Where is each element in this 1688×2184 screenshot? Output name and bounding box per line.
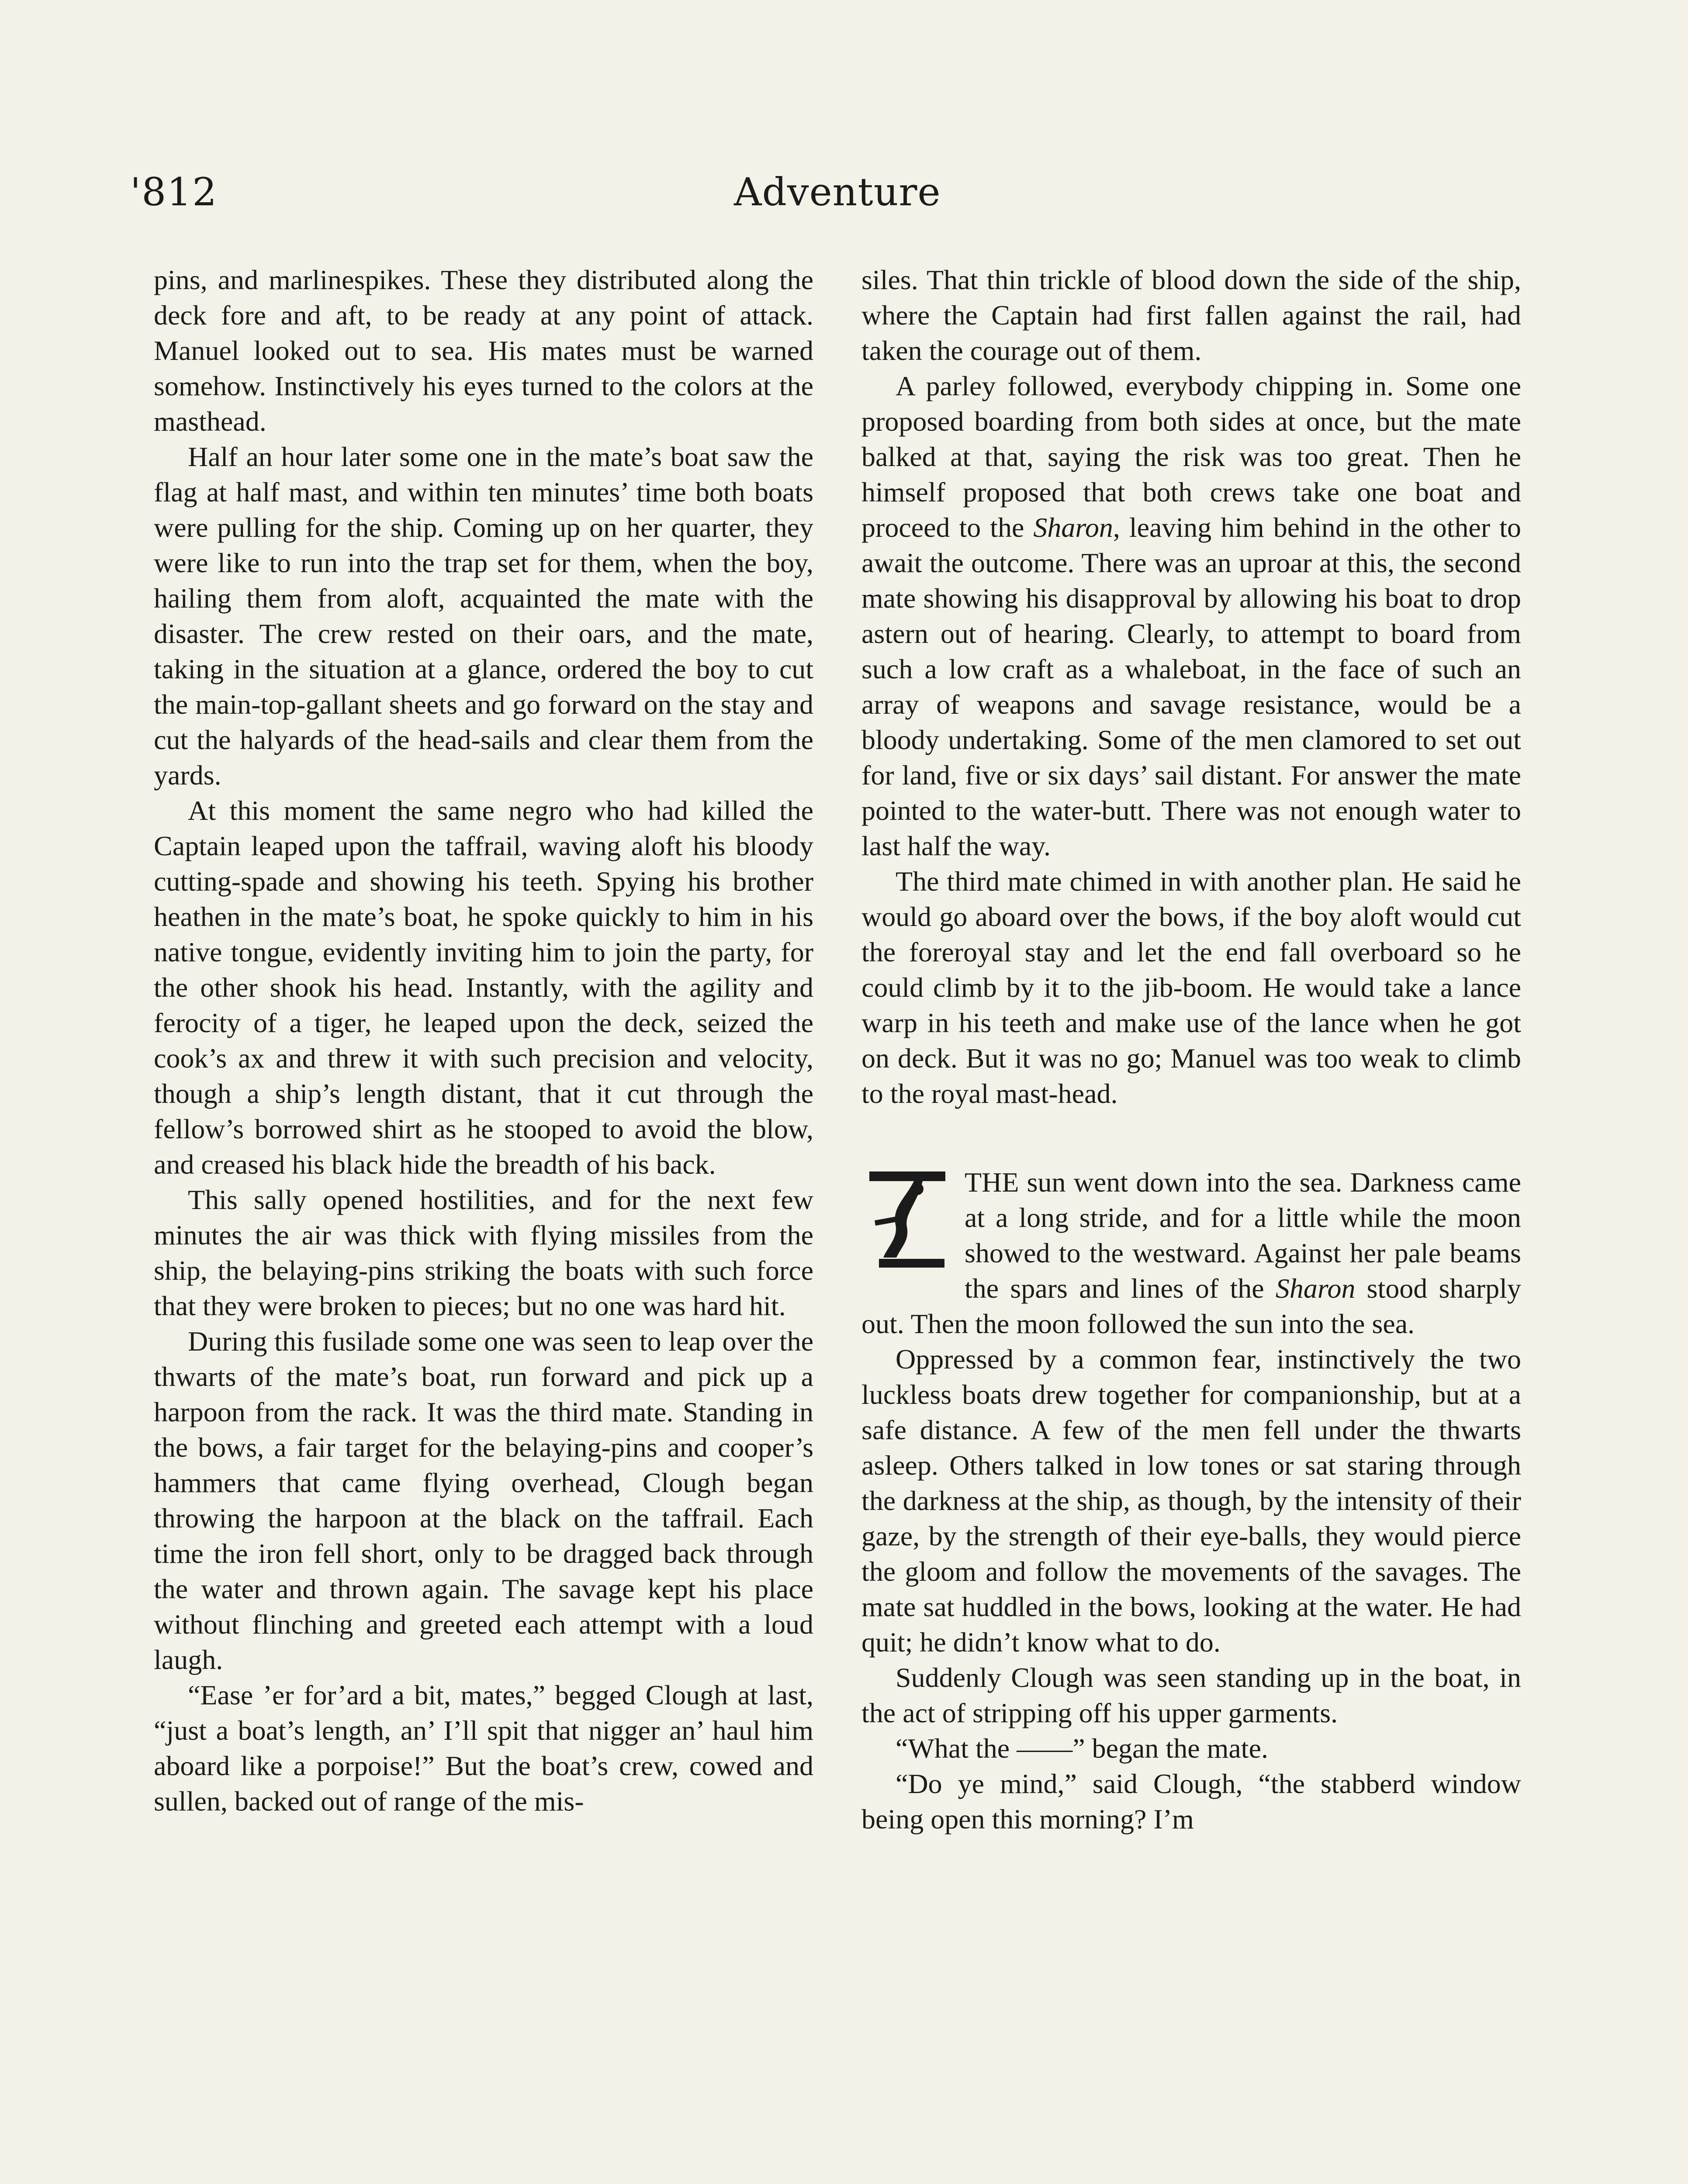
paragraph: Half an hour later some one in the mate’s boat saw the flag at half mast, and within ten minutes’ time both boats were pulling for the ship. Coming up on her quarter, they were like to run into the trap set for them, when the boy, hailing them from aloft, acquainted the mate with the disaster. The crew rested on their oars, and the mate, taking in the situation at a glance, ordered the boy to cut the main-top-gallant sheets and go forward on the stay and cut the halyards of the head-sails and clear them from the yards. xyxy=(154,441,813,791)
paragraph-text: A parley followed, everybody chipping in. Some one proposed boarding from both sides at once, but the mate balked at that, saying the risk was too great. Then he himself proposed that both crews take one boat and proceed to the xyxy=(861,370,1521,543)
paragraph: During this fusilade some one was seen to leap over the thwarts of the mate’s boat, run forward and pick up a harpoon from the rack. It was the third mate. Standing in the bows, a fair target for the belaying-pins and cooper’s hammers that came flying overhead, Clough began throwing the harpoon at the black on the taffrail. Each time the iron fell short, only to be dragged back through the water and thrown again. The savage kept his place without flinching and greeted each attempt with a loud laugh. xyxy=(154,1326,813,1675)
page-number: '812 xyxy=(130,169,218,214)
paragraph: This sally opened hostilities, and for the next few minutes the air was thick with flying missiles from the ship, the belaying-pins striking the boats with such force that they were broken to pieces; but no one was hard hit. xyxy=(154,1184,813,1321)
right-column xyxy=(861,262,1521,1837)
paragraph: pins, and marlinespikes. These they distributed along the deck fore and aft, to be ready at any point of attack. Manuel looked out to sea. His mates must be warned somehow. Instinctively his eyes turned to the colors at the masthead. xyxy=(154,264,813,437)
paragraph: siles. That thin trickle of blood down the side of the ship, where the Captain had first fallen against the rail, had taken the courage out of them. xyxy=(861,264,1521,366)
paragraph-text: THE sun went down into the sea. Darkness came at a long stride, and for a little while the moon showed to the westward. Against her pale beams the spars and lines of the xyxy=(965,1167,1521,1304)
paragraph: Suddenly Clough was seen standing up in the boat, in the act of stripping off his upper garments. xyxy=(861,1662,1521,1728)
paragraph: “What the ——” began the mate. xyxy=(896,1733,1268,1764)
paragraph: At this moment the same negro who had killed the Captain leaped upon the taffrail, waving aloft his bloody cutting-spade and showing his teeth. Spying his brother heathen in the mate’s boat, he spoke quickly to him in his native tongue, evidently inviting him to join the party, for the other shook his head. Instantly, with the agility and ferocity of a tiger, he leaped upon the deck, seized the cook’s ax and threw it with such precision and velocity, though a ship’s length distant, that it cut through the fellow’s borrowed shirt as he stooped to avoid the blow, and creased his black hide the breadth of his back. xyxy=(154,795,813,1180)
paragraph: “Ease ’er for’ard a bit, mates,” begged Clough at last, “just a boat’s length, an’ I’ll spit that nigger an’ haul him aboard like a porpoise!” But the boat’s crew, cowed and sullen, backed out of range of the mis- xyxy=(154,1679,813,1817)
paragraph: Oppressed by a common fear, instinctively the two luckless boats drew together for companionship, but at a safe distance. A few of the men fell under the thwarts asleep. Others talked in low tones or sat staring through the darkness at the ship, as though, by the intensity of their gaze, by the strength of their eye-balls, they would pierce the gloom and follow the movements of the savages. The mate sat huddled in the bows, looking at the water. He had quit; he didn’t know what to do. xyxy=(861,1344,1521,1658)
ship-name: Sharon xyxy=(1275,1273,1356,1304)
ship-name: Sharon xyxy=(1033,512,1113,543)
left-column xyxy=(154,262,813,1819)
paragraph: The third mate chimed in with another plan. He said he would go aboard over the bows, if the boy aloft would cut the foreroyal stay and let the end fall overboard so he could climb by it to the jib-boom. He would take a lance warp in his teeth and make use of the lance when he got on deck. But it was no go; Manuel was too weak to climb to the royal mast-head. xyxy=(861,866,1521,1109)
ornamental-initial-icon xyxy=(861,1168,953,1273)
running-title: Adventure xyxy=(734,169,941,214)
section-opening-paragraph xyxy=(861,1165,1521,1341)
paragraph xyxy=(861,368,1521,864)
paragraph-text: , leaving him behind in the other to await the outcome. There was an uproar at this, the second mate showing his disapproval by allowing his boat to drop astern out of hearing. Clearly, to attempt to board from such a low craft as a whaleboat, in the face of such an array of weapons and savage resistance, would be a bloody undertaking. Some of the men clamored to set out for land, five or six days’ sail distant. For answer the mate pointed to the water-butt. There was not enough water to last half the way. xyxy=(861,512,1522,861)
paragraph-text: stood sharply out. Then the moon followed the sun into the sea. xyxy=(861,1273,1521,1339)
paragraph: “Do ye mind,” said Clough, “the stabberd window being open this morning? I’m xyxy=(861,1768,1521,1835)
